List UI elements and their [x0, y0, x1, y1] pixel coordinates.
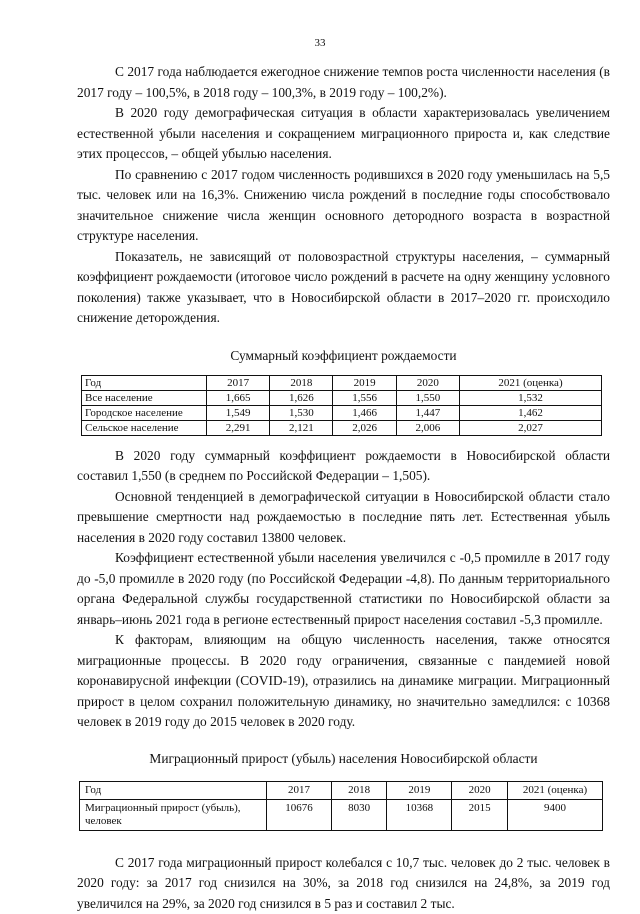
page-number: 33 [0, 36, 640, 50]
table-row [82, 405, 602, 420]
table-cell: 1,447 [396, 405, 459, 420]
migration-table [79, 781, 603, 831]
table-header-cell: 2018 [270, 375, 333, 390]
table-header-cell: 2019 [333, 375, 396, 390]
table-cell: 1,549 [207, 405, 270, 420]
table-cell: 8030 [331, 799, 387, 830]
table-cell: Сельское население [82, 420, 207, 435]
table-header-cell: 2018 [331, 781, 387, 799]
table-header-cell: Год [80, 781, 267, 799]
table-cell: Все население [82, 390, 207, 405]
table-cell: 2,006 [396, 420, 459, 435]
paragraph: С 2017 года миграционный прирост колебался с 10,7 тыс. человек до 2 тыс. человек в 2020 году: за 2017 год снизился на 30%, за 2018 год снизился на 24,8%, за 2019 год увеличился на 29%, за 2020 год снизился в 5 раз и составил 2 тыс. [77, 853, 610, 914]
table-cell: 1,556 [333, 390, 396, 405]
table-cell: 1,665 [207, 390, 270, 405]
table-header-cell: 2017 [207, 375, 270, 390]
paragraph: В 2020 году суммарный коэффициент рождаемости в Новосибирской области составил 1,550 (в среднем по Российской Федерации – 1,505). [77, 446, 610, 487]
table-cell: 1,466 [333, 405, 396, 420]
table-cell: 2,026 [333, 420, 396, 435]
table-cell: 1,462 [459, 405, 601, 420]
table-header-cell: 2020 [396, 375, 459, 390]
table-header-row [82, 375, 602, 390]
paragraph: С 2017 года наблюдается ежегодное снижение темпов роста численности населения (в 2017 году – 100,5%, в 2018 году – 100,3%, в 2019 году – 100,2%). [77, 62, 610, 103]
paragraph: Показатель, не зависящий от половозрастной структуры населения, – суммарный коэффициент рождаемости (итоговое число рождений в расчете на одну женщину условного поколения) также указывает, что в Новосибирской области в 2017–2020 гг. происходило снижение деторождения. [77, 247, 610, 329]
table-cell: 2015 [452, 799, 508, 830]
table-header-cell: 2019 [387, 781, 452, 799]
table-header-cell: 2020 [452, 781, 508, 799]
table-header-row [80, 781, 603, 799]
table-row [82, 390, 602, 405]
table-row [82, 420, 602, 435]
paragraph: Коэффициент естественной убыли населения увеличился с -0,5 промилле в 2017 году до -5,0 промилле в 2020 году (по Российской Федерации -4,8). По данным территориального органа Федеральной службы государственной статистики по Новосибирской области за январь–июнь 2021 года в регионе естественный прирост населения составил -5,3 промилле. [77, 548, 610, 630]
table-header-cell: 2021 (оценка) [508, 781, 603, 799]
table-cell: 9400 [508, 799, 603, 830]
table-cell: 10676 [267, 799, 332, 830]
table-cell: Миграционный прирост (убыль), человек [80, 799, 267, 830]
document-body [77, 62, 610, 914]
fertility-table [81, 375, 602, 436]
table-cell: 10368 [387, 799, 452, 830]
table-cell: 1,530 [270, 405, 333, 420]
table-header-cell: 2021 (оценка) [459, 375, 601, 390]
paragraph: Основной тенденцией в демографической ситуации в Новосибирской области стало превышение смертности над рождаемостью в последние пять лет. Естественная убыль населения в 2020 году составил 13800 человек. [77, 487, 610, 549]
table-cell: 1,550 [396, 390, 459, 405]
table-cell: 2,027 [459, 420, 601, 435]
table-header-cell: Год [82, 375, 207, 390]
paragraph: По сравнению с 2017 годом численность родившихся в 2020 году уменьшилась на 5,5 тыс. человек или на 16,3%. Снижению числа рождений в последние годы способствовало значительное снижение числа женщин основного детородного возраста в возрастной структуре населения. [77, 165, 610, 247]
paragraph: К факторам, влияющим на общую численность населения, также относятся миграционные процессы. В 2020 году ограничения, связанные с пандемией новой коронавирусной инфекции (COVID-19), отразились на динамике миграции. Миграционный прирост в целом сохранил положительную динамику, но значительно замедлился: с 10368 человек в 2019 году до 2015 человек в 2020 году. [77, 630, 610, 733]
table-cell: 2,291 [207, 420, 270, 435]
table-title-fertility: Суммарный коэффициент рождаемости [77, 347, 610, 365]
table-cell: 1,626 [270, 390, 333, 405]
table-row [80, 799, 603, 830]
table-header-cell: 2017 [267, 781, 332, 799]
table-cell: Городское население [82, 405, 207, 420]
table-cell: 1,532 [459, 390, 601, 405]
table-cell: 2,121 [270, 420, 333, 435]
paragraph: В 2020 году демографическая ситуация в области характеризовалась увеличением естественной убыли населения и сокращением миграционного прироста и, как следствие этих процессов, – общей убылью населения. [77, 103, 610, 165]
table-title-migration: Миграционный прирост (убыль) населения Новосибирской области [77, 750, 610, 768]
